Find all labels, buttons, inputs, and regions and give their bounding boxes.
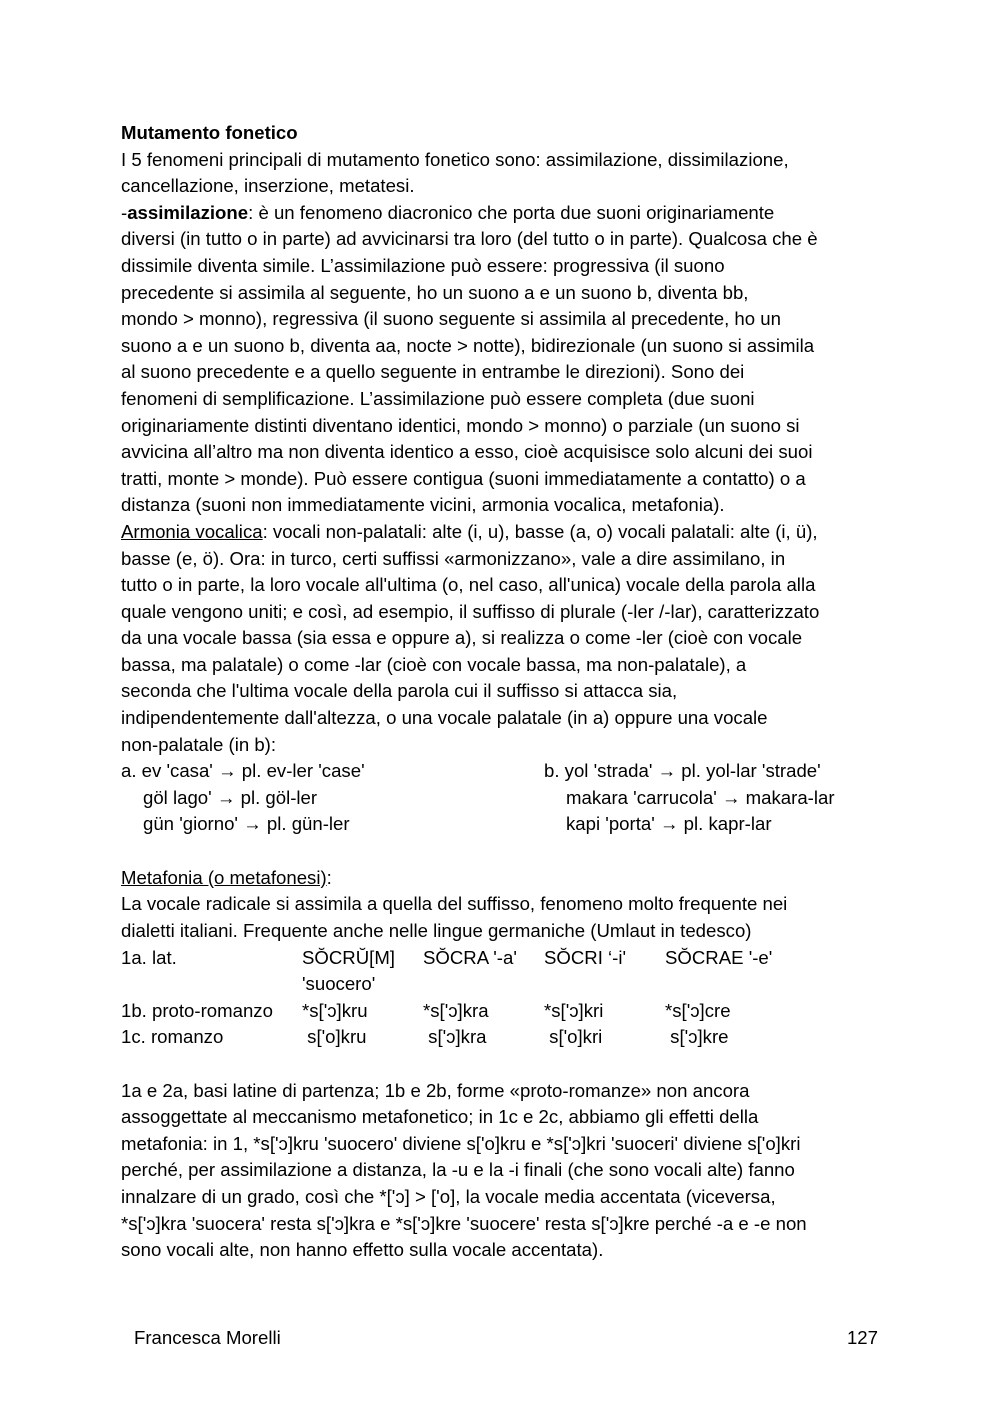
armonia-definition: Armonia vocalica: vocali non-palatali: alte (i, u), basse (a, o) vocali palatali: alte (i, ü),: [121, 520, 818, 542]
example-line: makara 'carrucola' → makara-lar: [566, 786, 835, 808]
paragraph-line: precedente si assimila al seguente, ho un suono a e un suono b, diventa bb,: [121, 281, 749, 303]
paragraph-line: 1a e 2a, basi latine di partenza; 1b e 2b, forme «proto-romanze» non ancora: [121, 1079, 750, 1101]
table-cell: s['ɔ]kra: [423, 1026, 487, 1048]
table-cell: 1b. proto-romanzo: [121, 999, 273, 1021]
paragraph-line: bassa, ma palatale) o come -lar (cioè con vocale bassa, ma non-palatale), a: [121, 653, 747, 675]
armonia-term: Armonia vocalica: [121, 520, 263, 542]
paragraph-line: dissimile diventa simile. L’assimilazione può essere: progressiva (il suono: [121, 254, 725, 276]
paragraph-line: al suono precedente e a quello seguente in entrambe le direzioni). Sono dei: [121, 361, 745, 383]
table-row: [121, 945, 772, 972]
paragraph-line: distanza (suoni non immediatamente vicini, armonia vocalica, metafonia).: [121, 494, 725, 516]
table-cell: *s['ɔ]kru: [302, 999, 368, 1021]
intro-line: cancellazione, inserzione, metatesi.: [121, 175, 415, 197]
table-row: [121, 971, 772, 998]
metafonia-heading: Metafonia (o metafonesi):: [121, 866, 332, 888]
spacer: [121, 838, 881, 865]
table-cell: [665, 971, 772, 998]
examples-column-b: [544, 758, 835, 838]
paragraph-line: diversi (in tutto o in parte) ad avvicinarsi tra loro (del tutto o in parte). Qualcosa che è: [121, 228, 818, 250]
table-cell: SŎCRŬ[M]: [302, 946, 395, 968]
example-line: a. ev 'casa' → pl. ev-ler 'case': [121, 760, 365, 782]
paragraph-line: originariamente distinti diventano identici, mondo > monno) o parziale (un suono si: [121, 414, 800, 436]
paragraph-line: dialetti italiani. Frequente anche nelle lingue germaniche (Umlaut in tedesco): [121, 920, 752, 942]
paragraph-line: metafonia: in 1, *s['ɔ]kru 'suocero' diviene s['o]kru e *s['ɔ]kri 'suoceri' diviene s['o]kri: [121, 1132, 801, 1154]
table-cell: 1a. lat.: [121, 946, 177, 968]
paragraph-line: sono vocali alte, non hanno effetto sulla vocale accentata).: [121, 1239, 604, 1261]
section-heading: Mutamento fonetico: [121, 122, 298, 143]
paragraph-line: *s['ɔ]kra 'suocera' resta s['ɔ]kra e *s['ɔ]kre 'suocere' resta s['ɔ]kre perché -a e -e non: [121, 1212, 807, 1234]
turkish-examples: [121, 758, 881, 838]
metafonia-term: Metafonia (o metafonesi): [121, 866, 327, 888]
table-cell: [121, 971, 302, 998]
paragraph-line: mondo > monno), regressiva (il suono seguente si assimila al precedente, ho un: [121, 308, 781, 330]
table-cell: 'suocero': [302, 973, 376, 995]
paragraph-line: La vocale radicale si assimila a quella del suffisso, fenomeno molto frequente nei: [121, 893, 788, 915]
table-row: [121, 1024, 772, 1051]
table-cell: s['o]kru: [302, 1026, 367, 1048]
example-line: göl lago' → pl. göl-ler: [143, 786, 318, 808]
table-cell: 1c. romanzo: [121, 1026, 224, 1048]
table-cell: *s['ɔ]kri: [544, 999, 604, 1021]
paragraph-line: fenomeni di semplificazione. L’assimilazione può essere completa (due suoni: [121, 387, 755, 409]
metafonia-table: [121, 945, 772, 1051]
paragraph-line: tutto o in parte, la loro vocale all'ultima (o, nel caso, all'unica) vocale della parola alla: [121, 574, 816, 596]
paragraph-line: indipendentemente dall'altezza, o una vocale palatale (in a) oppure una vocale: [121, 707, 768, 729]
footer-author: Francesca Morelli: [134, 1327, 281, 1348]
page-body: [121, 120, 881, 1264]
page-number: 127: [846, 1327, 878, 1348]
example-line: kapi 'porta' → pl. kapr-lar: [566, 813, 772, 835]
table-cell: SŎCRAE '-e': [665, 946, 773, 968]
example-line: b. yol 'strada' → pl. yol-lar 'strade': [544, 760, 821, 782]
table-cell: *s['ɔ]kra: [423, 999, 489, 1021]
table-cell: [544, 971, 665, 998]
paragraph-line: non-palatale (in b):: [121, 733, 277, 755]
paragraph-line: assoggettate al meccanismo metafonetico; in 1c e 2c, abbiamo gli effetti della: [121, 1106, 759, 1128]
table-cell: s['ɔ]kre: [665, 1026, 729, 1048]
intro-line: I 5 fenomeni principali di mutamento fonetico sono: assimilazione, dissimilazione,: [121, 148, 789, 170]
assimilazione-definition: -assimilazione: è un fenomeno diacronico che porta due suoni originariamente: [121, 201, 775, 223]
table-cell: SŎCRA '-a': [423, 946, 517, 968]
paragraph-line: innalzare di un grado, così che *['ɔ] > ['o], la vocale media accentata (viceversa,: [121, 1185, 776, 1207]
paragraph-line: basse (e, ö). Ora: in turco, certi suffissi «armonizzano», vale a dire assimilano, in: [121, 547, 786, 569]
paragraph-line: da una vocale bassa (sia essa e oppure a), si realizza o come -ler (cioè con vocale: [121, 627, 803, 649]
spacer: [121, 1051, 881, 1078]
paragraph-line: quale vengono uniti; e così, ad esempio, il suffisso di plurale (-ler /-lar), caratterizzato: [121, 600, 820, 622]
table-row: [121, 998, 772, 1025]
table-cell: *s['ɔ]cre: [665, 999, 731, 1021]
table-cell: [423, 971, 544, 998]
assimilazione-term: assimilazione: [127, 201, 249, 223]
table-cell: SŎCRI ‘-i': [544, 946, 627, 968]
paragraph-line: seconda che l'ultima vocale della parola cui il suffisso si attacca sia,: [121, 680, 678, 702]
paragraph-line: tratti, monte > monde). Può essere contigua (suoni immediatamente a contatto) o a: [121, 467, 806, 489]
paragraph-line: perché, per assimilazione a distanza, la -u e la -i finali (che sono vocali alte) fanno: [121, 1159, 795, 1181]
paragraph-line: suono a e un suono b, diventa aa, nocte > notte), bidirezionale (un suono si assimila: [121, 334, 815, 356]
examples-column-a: [121, 758, 365, 838]
example-line: gün 'giorno' → pl. gün-ler: [143, 813, 350, 835]
paragraph-line: avvicina all’altro ma non diventa identico a esso, cioè acquisisce solo alcuni dei suoi: [121, 441, 813, 463]
table-cell: s['o]kri: [544, 1026, 603, 1048]
